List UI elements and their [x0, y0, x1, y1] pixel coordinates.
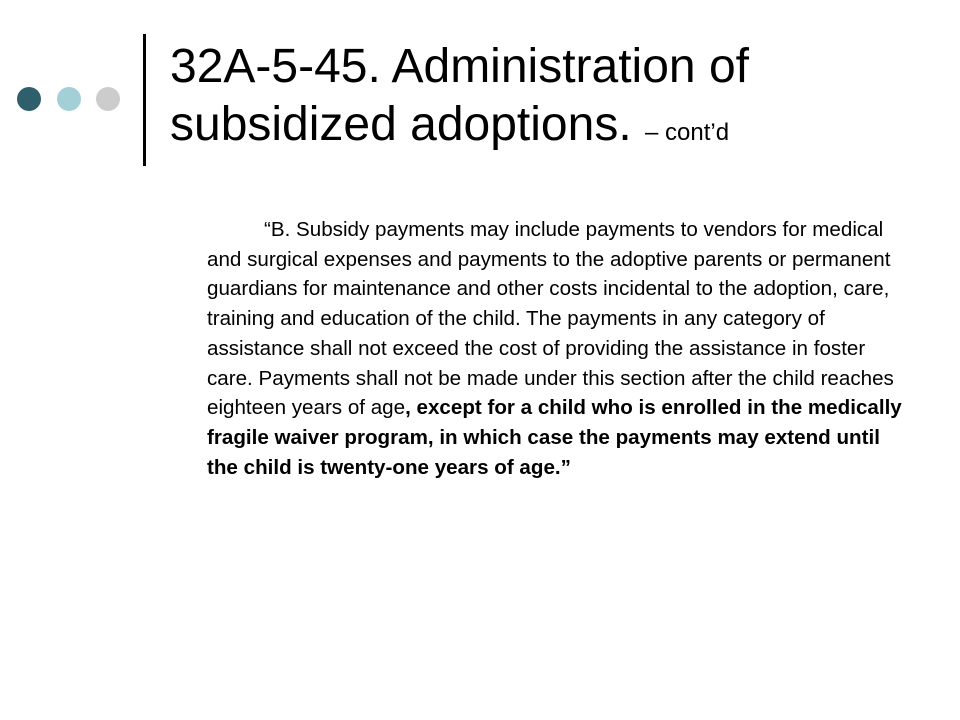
slide-title	[170, 38, 940, 162]
bullet-dot-dark-icon	[17, 87, 41, 111]
statute-text	[207, 215, 907, 482]
bullet-dot-gray-icon	[96, 87, 120, 111]
statute-text-regular: “B. Subsidy payments may include payments to vendors for medical and surgical expenses and payments to the adoptive parents or permanent guardians for maintenance and other costs incidental to the adoption, care, training and education of the child. The payments in any category of assistance shall not exceed the cost of providing the assistance in foster care. Payments shall not be made under this section after the child reaches eighteen years of age	[207, 218, 894, 420]
bullet-dot-teal-icon	[57, 87, 81, 111]
slide-title-main: 32A-5-45. Administration of subsidized adoptions.	[170, 40, 749, 151]
slide-title-suffix: – cont’d	[645, 119, 730, 146]
statute-text-amendment: , except for a child who is enrolled in the medically fragile waiver program, in which case the payments may extend until the child is twenty-one years of age.”	[207, 396, 902, 479]
title-divider	[143, 34, 146, 166]
